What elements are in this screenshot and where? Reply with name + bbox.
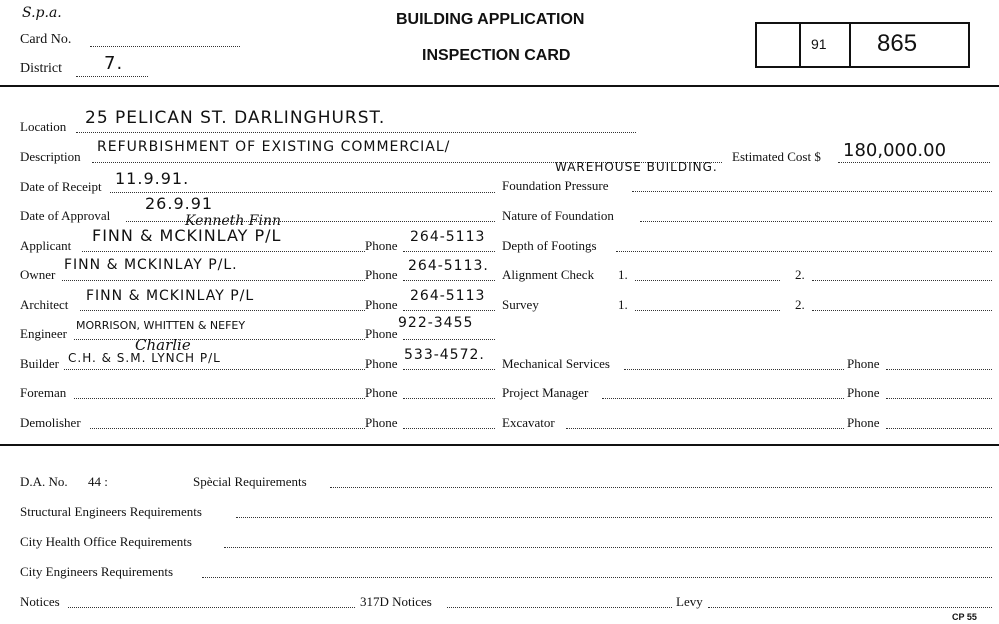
estimated-cost-field[interactable] <box>838 162 990 163</box>
owner-phone-field[interactable] <box>403 280 495 281</box>
alignment-check-field-2[interactable] <box>812 280 992 281</box>
excavator-phone-field[interactable] <box>886 428 992 429</box>
survey-num2: 2. <box>795 297 805 312</box>
city-engineers-field[interactable] <box>202 577 992 578</box>
architect-phone-label: Phone <box>365 297 398 312</box>
title-line2: INSPECTION CARD <box>422 47 571 64</box>
engineer-phone-label: Phone <box>365 326 398 341</box>
nature-foundation-field[interactable] <box>640 221 992 222</box>
estimated-cost-label: Estimated Cost $ <box>732 149 821 164</box>
project-manager-field[interactable] <box>602 398 844 399</box>
district-label: District <box>20 61 62 76</box>
location-field[interactable] <box>76 132 636 133</box>
architect-phone-value: 264-5113 <box>410 288 486 304</box>
alignment-num1: 1. <box>618 267 628 282</box>
demolisher-label: Demolisher <box>20 415 81 430</box>
special-requirements-label: Spècial Requirements <box>193 474 307 489</box>
health-label: City Health Office Requirements <box>20 534 192 549</box>
description-value: REFURBISHMENT OF EXISTING COMMERCIAL/ <box>97 139 451 155</box>
demolisher-field[interactable] <box>90 428 365 429</box>
builder-note: Charlie <box>135 336 191 354</box>
applicant-phone-field[interactable] <box>403 251 495 252</box>
project-manager-phone-field[interactable] <box>886 398 992 399</box>
applicant-phone-label: Phone <box>365 238 398 253</box>
card-number-box <box>755 22 970 68</box>
da-no-value: 44 : <box>88 474 108 489</box>
nature-foundation-label: Nature of Foundation <box>502 208 614 223</box>
builder-label: Builder <box>20 356 59 371</box>
excavator-phone-label: Phone <box>847 415 880 430</box>
health-field[interactable] <box>224 547 992 548</box>
excavator-label: Excavator <box>502 415 555 430</box>
excavator-field[interactable] <box>566 428 844 429</box>
levy-label: Levy <box>676 594 703 609</box>
approval-signature: Kenneth Finn <box>185 213 282 229</box>
survey-field-1[interactable] <box>635 310 780 311</box>
engineer-value: MORRISON, WHITTEN & NEFEY <box>76 319 246 332</box>
depth-footings-label: Depth of Footings <box>502 238 597 253</box>
mechanical-field[interactable] <box>624 369 844 370</box>
alignment-check-field-1[interactable] <box>635 280 780 281</box>
owner-value: FINN & MCKINLAY P/L. <box>64 257 238 273</box>
survey-label: Survey <box>502 297 539 312</box>
architect-label: Architect <box>20 297 69 312</box>
mechanical-phone-label: Phone <box>847 356 880 371</box>
owner-phone-value: 264-5113. <box>408 258 489 274</box>
applicant-phone-value: 264-5113 <box>410 229 486 245</box>
builder-value: C.H. & S.M. LYNCH P/L <box>68 351 221 365</box>
architect-value: FINN & MCKINLAY P/L <box>86 288 255 304</box>
special-requirements-field[interactable] <box>330 487 992 488</box>
receipt-label: Date of Receipt <box>20 179 102 194</box>
alignment-num2: 2. <box>795 267 805 282</box>
foreman-phone-label: Phone <box>365 385 398 400</box>
applicant-value: FINN & MCKINLAY P/L <box>92 226 282 245</box>
engineer-field[interactable] <box>74 339 365 340</box>
description-value-line2: WAREHOUSE BUILDING. <box>555 160 718 174</box>
depth-footings-field[interactable] <box>616 251 992 252</box>
notices-label: Notices <box>20 594 60 609</box>
mechanical-label: Mechanical Services <box>502 356 610 371</box>
foreman-label: Foreman <box>20 385 67 400</box>
mechanical-phone-field[interactable] <box>886 369 992 370</box>
applicant-field[interactable] <box>82 251 365 252</box>
owner-label: Owner <box>20 267 56 282</box>
card-no-field[interactable] <box>90 46 240 47</box>
title-line1: BUILDING APPLICATION <box>396 11 585 28</box>
architect-field[interactable] <box>80 310 365 311</box>
survey-num1: 1. <box>618 297 628 312</box>
notices-field[interactable] <box>68 607 355 608</box>
foreman-phone-field[interactable] <box>403 398 495 399</box>
builder-phone-field[interactable] <box>403 369 495 370</box>
district-field[interactable] <box>76 76 148 77</box>
city-engineers-label: City Engineers Requirements <box>20 564 174 579</box>
architect-phone-field[interactable] <box>403 310 495 311</box>
foundation-pressure-label: Foundation Pressure <box>502 178 609 193</box>
notices-317d-field[interactable] <box>447 607 672 608</box>
engineer-phone-value: 922-3455 <box>398 315 474 331</box>
survey-field-2[interactable] <box>812 310 992 311</box>
foreman-field[interactable] <box>74 398 365 399</box>
middle-divider <box>0 444 999 446</box>
levy-field[interactable] <box>708 607 992 608</box>
location-label: Location <box>20 119 67 134</box>
box-code: 91 <box>811 36 827 52</box>
header-divider <box>0 85 999 87</box>
location-value: 25 PELICAN ST. DARLINGHURST. <box>85 108 386 128</box>
structural-field[interactable] <box>236 517 992 518</box>
builder-phone-value: 533-4572. <box>404 347 485 363</box>
receipt-value: 11.9.91. <box>115 169 190 188</box>
alignment-check-label: Alignment Check <box>502 267 595 282</box>
demolisher-phone-label: Phone <box>365 415 398 430</box>
structural-label: Structural Engineers Requirements <box>20 504 202 519</box>
builder-field[interactable] <box>64 369 365 370</box>
approval-label: Date of Approval <box>20 208 111 223</box>
description-label: Description <box>20 149 81 164</box>
estimated-cost-value: 180,000.00 <box>843 140 947 161</box>
receipt-field[interactable] <box>110 192 495 193</box>
project-manager-phone-label: Phone <box>847 385 880 400</box>
notices-317d-label: 317D Notices <box>360 594 432 609</box>
builder-phone-label: Phone <box>365 356 398 371</box>
approval-value: 26.9.91 <box>145 194 214 213</box>
project-manager-label: Project Manager <box>502 385 589 400</box>
foundation-pressure-field[interactable] <box>632 191 992 192</box>
card-no-label: Card No. <box>20 32 72 47</box>
owner-field[interactable] <box>62 280 365 281</box>
form-code: CP 55 <box>952 612 977 622</box>
initials-annotation: S.p.a. <box>22 5 62 21</box>
da-no-label: D.A. No. <box>20 474 68 489</box>
engineer-label: Engineer <box>20 326 67 341</box>
box-number: 865 <box>877 30 918 57</box>
owner-phone-label: Phone <box>365 267 398 282</box>
demolisher-phone-field[interactable] <box>403 428 495 429</box>
engineer-phone-field[interactable] <box>403 339 495 340</box>
applicant-label: Applicant <box>20 238 72 253</box>
district-value: 7. <box>104 53 124 74</box>
approval-field[interactable] <box>126 221 495 222</box>
